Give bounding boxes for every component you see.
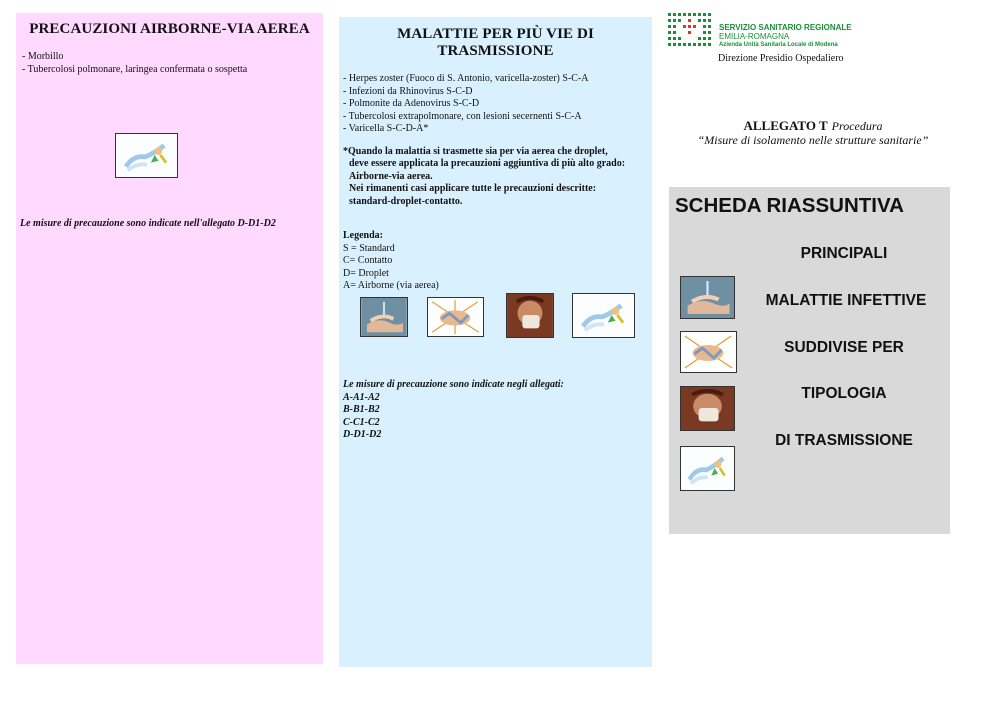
summary-line: DI TRASMISSIONE <box>775 432 913 449</box>
standard-pictogram <box>680 276 735 319</box>
footer-item: A-A1-A2 <box>343 391 380 403</box>
legend-item: A= Airborne (via aerea) <box>343 280 439 291</box>
list-item: - Morbillo <box>22 51 64 62</box>
legend <box>343 230 648 293</box>
procedura-label: Procedura <box>831 119 883 133</box>
summary-line: SUDDIVISE PER <box>784 339 904 356</box>
airborne-title: PRECAUZIONI AIRBORNE-VIA AEREA <box>29 21 310 37</box>
multi-transmission-panel <box>339 17 652 667</box>
list-item: - Varicella S-C-D-A* <box>343 123 429 134</box>
ssr-logo-icon <box>668 13 712 49</box>
summary-title: SCHEDA RIASSUNTIVA <box>675 194 904 217</box>
note-line: *Quando la malattia si trasmette sia per via aerea che droplet, <box>343 145 608 157</box>
legend-item: C= Contatto <box>343 255 393 266</box>
note-line: deve essere applicata la precauzioni aggiuntiva di più alto grado: <box>349 158 626 169</box>
summary-line: MALATTIE INFETTIVE <box>765 292 927 309</box>
department: Direzione Presidio Ospedaliero <box>718 53 844 64</box>
airborne-pictogram <box>680 446 735 491</box>
handshake-icon <box>428 298 483 336</box>
sneezing-icon <box>681 387 734 430</box>
airborne-footer: Le misure di precauzione sono indicate nell'allegato D-D1-D2 <box>20 218 276 229</box>
procedure-subtitle: “Misure di isolamento nelle strutture sanitarie” <box>697 133 929 147</box>
list-item: - Herpes zoster (Fuoco di S. Antonio, varicella-zoster) S-C-A <box>343 73 589 84</box>
legend-title: Legenda: <box>343 230 383 241</box>
footer-item: C-C1-C2 <box>343 416 380 428</box>
legend-item: D= Droplet <box>343 267 389 279</box>
footer-title: Le misure di precauzione sono indicate negli allegati: <box>343 379 564 390</box>
multi-disease-list <box>343 73 648 136</box>
droplet-pictogram <box>506 293 554 338</box>
list-item: - Infezioni da Rhinovirus S-C-D <box>343 85 473 97</box>
contact-pictogram <box>427 297 484 337</box>
handshake-icon <box>681 332 736 372</box>
hand-washing-icon <box>361 298 407 336</box>
note-line: Nei rimanenti casi applicare tutte le precauzioni descritte: <box>349 183 597 194</box>
summary-line: PRINCIPALI <box>800 245 888 262</box>
list-item: - Polmonite da Adenovirus S-C-D <box>343 98 480 109</box>
summary-box <box>669 187 950 534</box>
note-line: standard-droplet-contatto. <box>349 195 463 207</box>
airborne-panel <box>16 13 323 664</box>
legend-item: S = Standard <box>343 242 395 254</box>
summary-line: TIPOLOGIA <box>801 385 887 402</box>
airborne-disease-list <box>22 51 317 76</box>
contact-pictogram <box>680 331 737 373</box>
airborne-icon <box>116 134 177 177</box>
list-item: - Tubercolosi polmonare, laringea confermata o sospetta <box>22 63 248 75</box>
document-header <box>668 10 958 180</box>
list-item: - Tubercolosi extrapolmonare, con lesioni secernenti S-C-A <box>343 110 582 122</box>
droplet-pictogram <box>680 386 735 431</box>
footer-item: B-B1-B2 <box>343 404 380 415</box>
org-line: SERVIZIO SANITARIO REGIONALE <box>719 23 852 32</box>
sneezing-icon <box>507 294 553 337</box>
org-line: EMILIA-ROMAGNA <box>719 32 790 41</box>
organization-name <box>719 23 852 49</box>
standard-pictogram <box>360 297 408 337</box>
airborne-pictogram <box>115 133 178 178</box>
org-line: Azienda Unità Sanitaria Locale di Modena <box>719 42 838 48</box>
note-line: Airborne-via aerea. <box>349 170 433 182</box>
allegato-label: ALLEGATO T <box>743 118 828 133</box>
airborne-icon <box>573 294 634 337</box>
multi-title: MALATTIE PER PIÙ VIE DI TRASMISSIONE <box>397 26 594 59</box>
footer-item: D-D1-D2 <box>343 429 382 440</box>
priority-note <box>343 146 648 209</box>
airborne-icon <box>681 447 734 490</box>
multi-footer <box>343 379 564 442</box>
airborne-pictogram-2 <box>572 293 635 338</box>
hand-washing-icon <box>681 277 734 318</box>
